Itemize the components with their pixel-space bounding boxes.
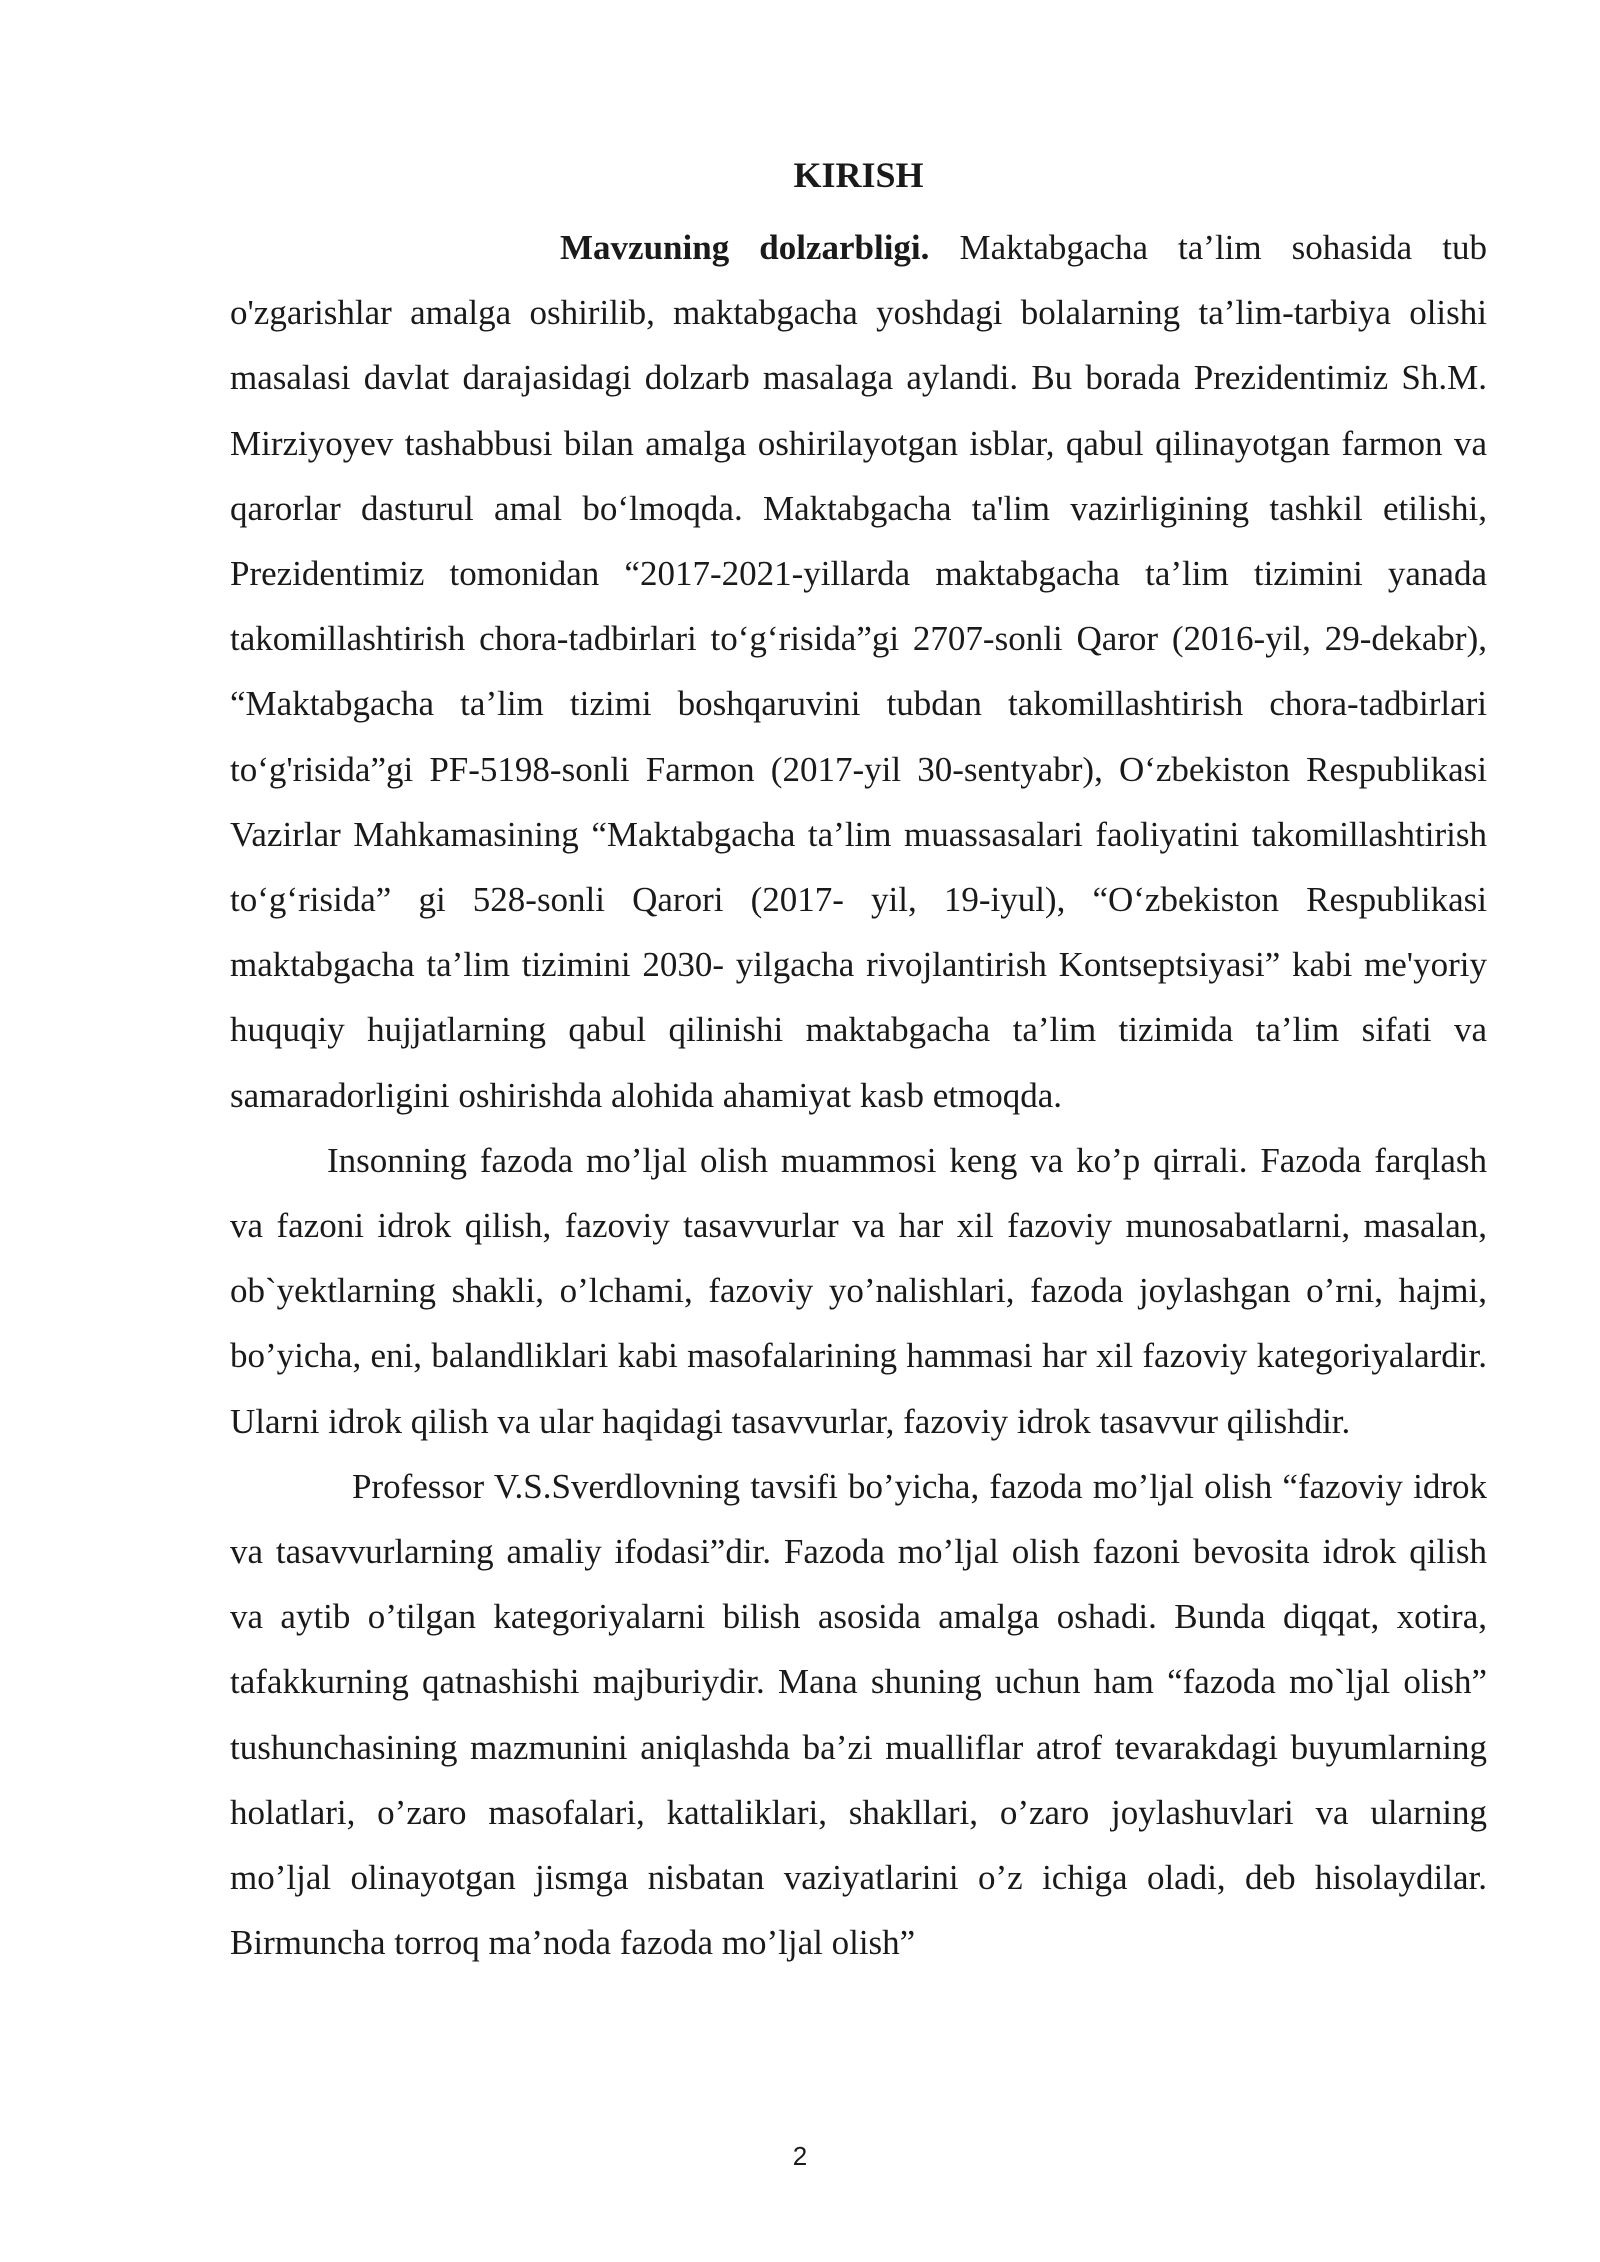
paragraph-sverdlov bbox=[230, 1454, 1487, 1976]
paragraph-lead: Mavzuning dolzarbligi. bbox=[560, 228, 930, 267]
paragraph-text: Professor V.S.Sverdlovning tavsifi bo’yicha, fazoda mo’ljal olish “fazoviy idrok va tasavvurlarning amaliy ifodasi”dir. Fazoda mo’ljal olish fazoni bevosita idrok qilish va aytib o’tilgan kategoriyalarni bilish asosida amalga oshadi. Bunda diqqat, xotira, tafakkurning qatnashishi majburiydir. Mana shuning uchun ham “fazoda mo`ljal olish” tushunchasining mazmunini aniqlashda ba’zi mualliflar atrof tevarakdagi buyumlarning holatlari, o’zaro masofalari, kattaliklari, shakllari, o’zaro joylashuvlari va ularning mo’ljal olinayotgan jismga nisbatan vaziyatlarini o’z ichiga oladi, deb hisolaydilar. Birmuncha torroq ma’noda fazoda mo’ljal olish” bbox=[230, 1466, 1487, 1963]
paragraph-spatial-orientation bbox=[230, 1128, 1487, 1454]
paragraph-text: Maktabgacha ta’lim sohasida tub o'zgarishlar amalga oshirilib, maktabgacha yoshdagi bolalarning ta’lim-tarbiya olishi masalasi davlat darajasidagi dolzarb masalaga aylandi. Bu borada Prezidentimiz Sh.M. Mirziyoyev tashabbusi bilan amalga oshirilayotgan isblar, qabul qilinayotgan farmon va qarorlar dasturul amal bo‘lmoqda. Maktabgacha ta'lim vazirligining tashkil etilishi, Prezidentimiz tomonidan “2017-2021-yillarda maktabgacha ta’lim tizimini yanada takomillashtirish chora-tadbirlari to‘g‘risida”gi 2707-sonli Qaror (2016-yil, 29-dekabr), “Maktabgacha ta’lim tizimi boshqaruvini tubdan takomillashtirish chora-tadbirlari to‘g'risida”gi PF-5198-sonli Farmon (2017-yil 30-sentyabr), O‘zbekiston Respublikasi Vazirlar Mahkamasining “Maktabgacha ta’lim muassasalari faoliyatini takomillashtirish to‘g‘risida” gi 528-sonli Qarori (2017- yil, 19-iyul), “O‘zbekiston Respublikasi maktabgacha ta’lim tizimini 2030- yilgacha rivojlantirish Kontseptsiyasi” kabi me'yoriy huquqiy hujjatlarning qabul qilinishi maktabgacha ta’lim tizimida ta’lim sifati va samaradorligini oshirishda alohida ahamiyat kasb etmoqda. bbox=[230, 228, 1487, 1115]
section-title: KIRISH bbox=[793, 155, 924, 195]
page-content bbox=[230, 150, 1487, 1975]
paragraph-text: Insonning fazoda mo’ljal olish muammosi keng va ko’p qirrali. Fazoda farqlash va fazoni idrok qilish, fazoviy tasavvurlar va har xil fazoviy munosabatlarni, masalan, ob`yektlarning shakli, o’lchami, fazoviy yo’nalishlari, fazoda joylashgan o’rni, hajmi, bo’yicha, eni, balandliklari kabi masofalarining hammasi har xil fazoviy kategoriyalardir. Ularni idrok qilish va ular haqidagi tasavvurlar, fazoviy idrok tasavvur qilishdir. bbox=[230, 1140, 1487, 1441]
paragraph-relevance bbox=[230, 215, 1487, 1128]
page-number: 2 bbox=[792, 2141, 808, 2171]
